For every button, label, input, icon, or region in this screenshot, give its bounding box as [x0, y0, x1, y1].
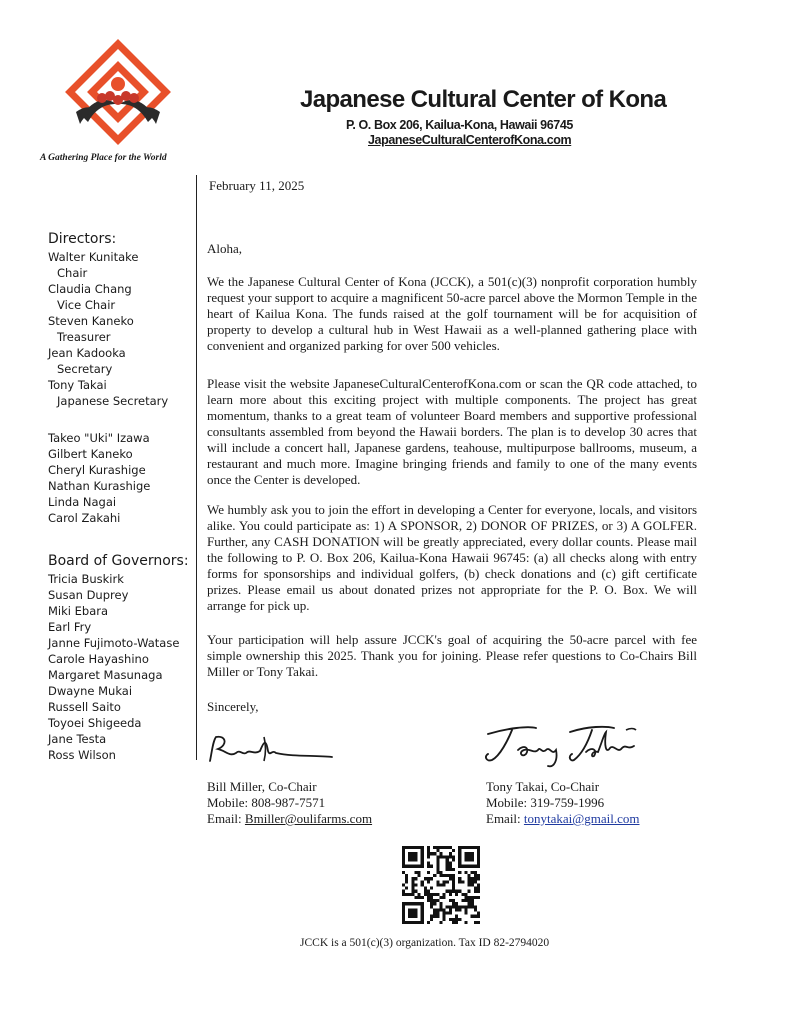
governor-name: Dwayne Mukai: [48, 684, 133, 698]
letter-date: February 11, 2025: [209, 178, 305, 193]
director-name: Jean Kadooka: [48, 346, 126, 360]
governor-name: Margaret Masunaga: [48, 668, 163, 682]
board-member-name: Carol Zakahi: [48, 511, 121, 525]
email-link[interactable]: tonytakai@gmail.com: [523, 811, 640, 826]
org-address: P. O. Box 206, Kailua-Kona, Hawaii 96745: [346, 118, 573, 132]
signer-tony-takai: [486, 779, 640, 827]
tony-takai-signature: [478, 720, 644, 770]
governor-name: Jane Testa: [48, 732, 107, 746]
qr-code[interactable]: [402, 846, 480, 924]
signer-name: Bill Miller, Co-Chair: [207, 779, 317, 794]
letter-paragraph: Please visit the website JapaneseCulturalCenterofKona.com or scan the QR code attached, to learn more about this exciting project with multiple components. The project has great momentum, thanks to a great team of volunteer Board members and supportive professional consultants assembled from beyond the Hawaii borders. The plan is to develop 30 acres that will include a concert hall, Japanese gardens, teahouse, multipurpose ballrooms, museum, a restaurant and much more. Imagine bringing friends and family to one of the many events once the Center is developed.: [207, 376, 697, 487]
bill-miller-signature: [204, 731, 336, 765]
letter-closing: Sincerely,: [207, 699, 259, 714]
director-title: Chair: [57, 266, 88, 280]
director-name: Steven Kaneko: [48, 314, 134, 328]
members-list: [48, 430, 150, 526]
footer-tax-info: JCCK is a 501(c)(3) organization. Tax ID 82-2794020: [300, 937, 550, 949]
tagline: A Gathering Place for the World: [40, 153, 167, 163]
governor-name: Russell Saito: [48, 700, 121, 714]
org-website-link[interactable]: JapaneseCulturalCenterofKona.com: [368, 133, 572, 147]
org-name: Japanese Cultural Center of Kona: [300, 86, 667, 113]
directors-list: [48, 249, 168, 409]
signer-email: Email: Bmiller@oulifarms.com: [207, 811, 373, 826]
director-name: Claudia Chang: [48, 282, 132, 296]
letter-paragraph: We the Japanese Cultural Center of Kona (JCCK), a 501(c)(3) nonprofit corporation humbly request your support to acquire a magnificent 50-acre parcel above the Mormon Temple in the heart of Kailua Kona. The funds raised at the golf tournament will be for acquisition of property to develop a cultural hub in West Hawaii as a well-planned gathering place with convenient and organized parking for over 500 vehicles.: [207, 274, 697, 353]
directors-heading: Directors:: [48, 231, 117, 247]
vertical-divider: [196, 175, 197, 760]
jcck-logo: [62, 38, 174, 150]
letter-paragraph: Your participation will help assure JCCK's goal of acquiring the 50-acre parcel with fee simple ownership this 2025. Thank you for joining. Please refer questions to Co-Chairs Bill Miller or Tony Takai.: [207, 632, 697, 679]
board-member-name: Linda Nagai: [48, 495, 117, 509]
director-name: Walter Kunitake: [48, 250, 139, 264]
director-name: Tony Takai: [48, 378, 107, 392]
signer-bill-miller: [207, 779, 372, 827]
governor-name: Ross Wilson: [48, 748, 116, 762]
signer-email: Email: tonytakai@gmail.com: [486, 811, 640, 826]
board-member-name: Nathan Kurashige: [48, 479, 151, 493]
letter-greeting: Aloha,: [207, 241, 243, 256]
governors-list: [48, 571, 179, 763]
board-member-name: Takeo "Uki" Izawa: [48, 431, 150, 445]
governor-name: Tricia Buskirk: [48, 572, 124, 586]
governors-heading: Board of Governors:: [48, 553, 189, 569]
signer-mobile: Mobile: 808-987-7571: [207, 795, 326, 810]
letter-paragraph: We humbly ask you to join the effort in developing a Center for everyone, locals, and visitors alike. You could participate as: 1) A SPONSOR, 2) DONOR OF PRIZES, or 3) A GOLFER. Further, any CASH DONATION will be greatly appreciated, every dollar counts. Please mail the following to P. O. Box 206, Kailua-Kona Hawaii 96745: (a) all checks along with entry forms for sponsorships and individual golfers, (b) check donations and (c) gift certificate prizes. Please email us about donated prizes not appropriate for the P. O. Box. We will arrange for pick up.: [207, 502, 697, 613]
signer-mobile: Mobile: 319-759-1996: [486, 795, 605, 810]
governor-name: Susan Duprey: [48, 588, 129, 602]
director-title: Japanese Secretary: [57, 394, 169, 408]
governor-name: Janne Fujimoto-Watase: [48, 636, 180, 650]
signer-name: Tony Takai, Co-Chair: [486, 779, 600, 794]
director-title: Treasurer: [57, 330, 111, 344]
board-member-name: Gilbert Kaneko: [48, 447, 133, 461]
governor-name: Carole Hayashino: [48, 652, 149, 666]
email-link[interactable]: Bmiller@oulifarms.com: [244, 811, 373, 826]
governor-name: Toyoei Shigeeda: [48, 716, 142, 730]
director-title: Secretary: [57, 362, 113, 376]
board-member-name: Cheryl Kurashige: [48, 463, 146, 477]
director-title: Vice Chair: [57, 298, 116, 312]
governor-name: Miki Ebara: [48, 604, 109, 618]
governor-name: Earl Fry: [48, 620, 92, 634]
